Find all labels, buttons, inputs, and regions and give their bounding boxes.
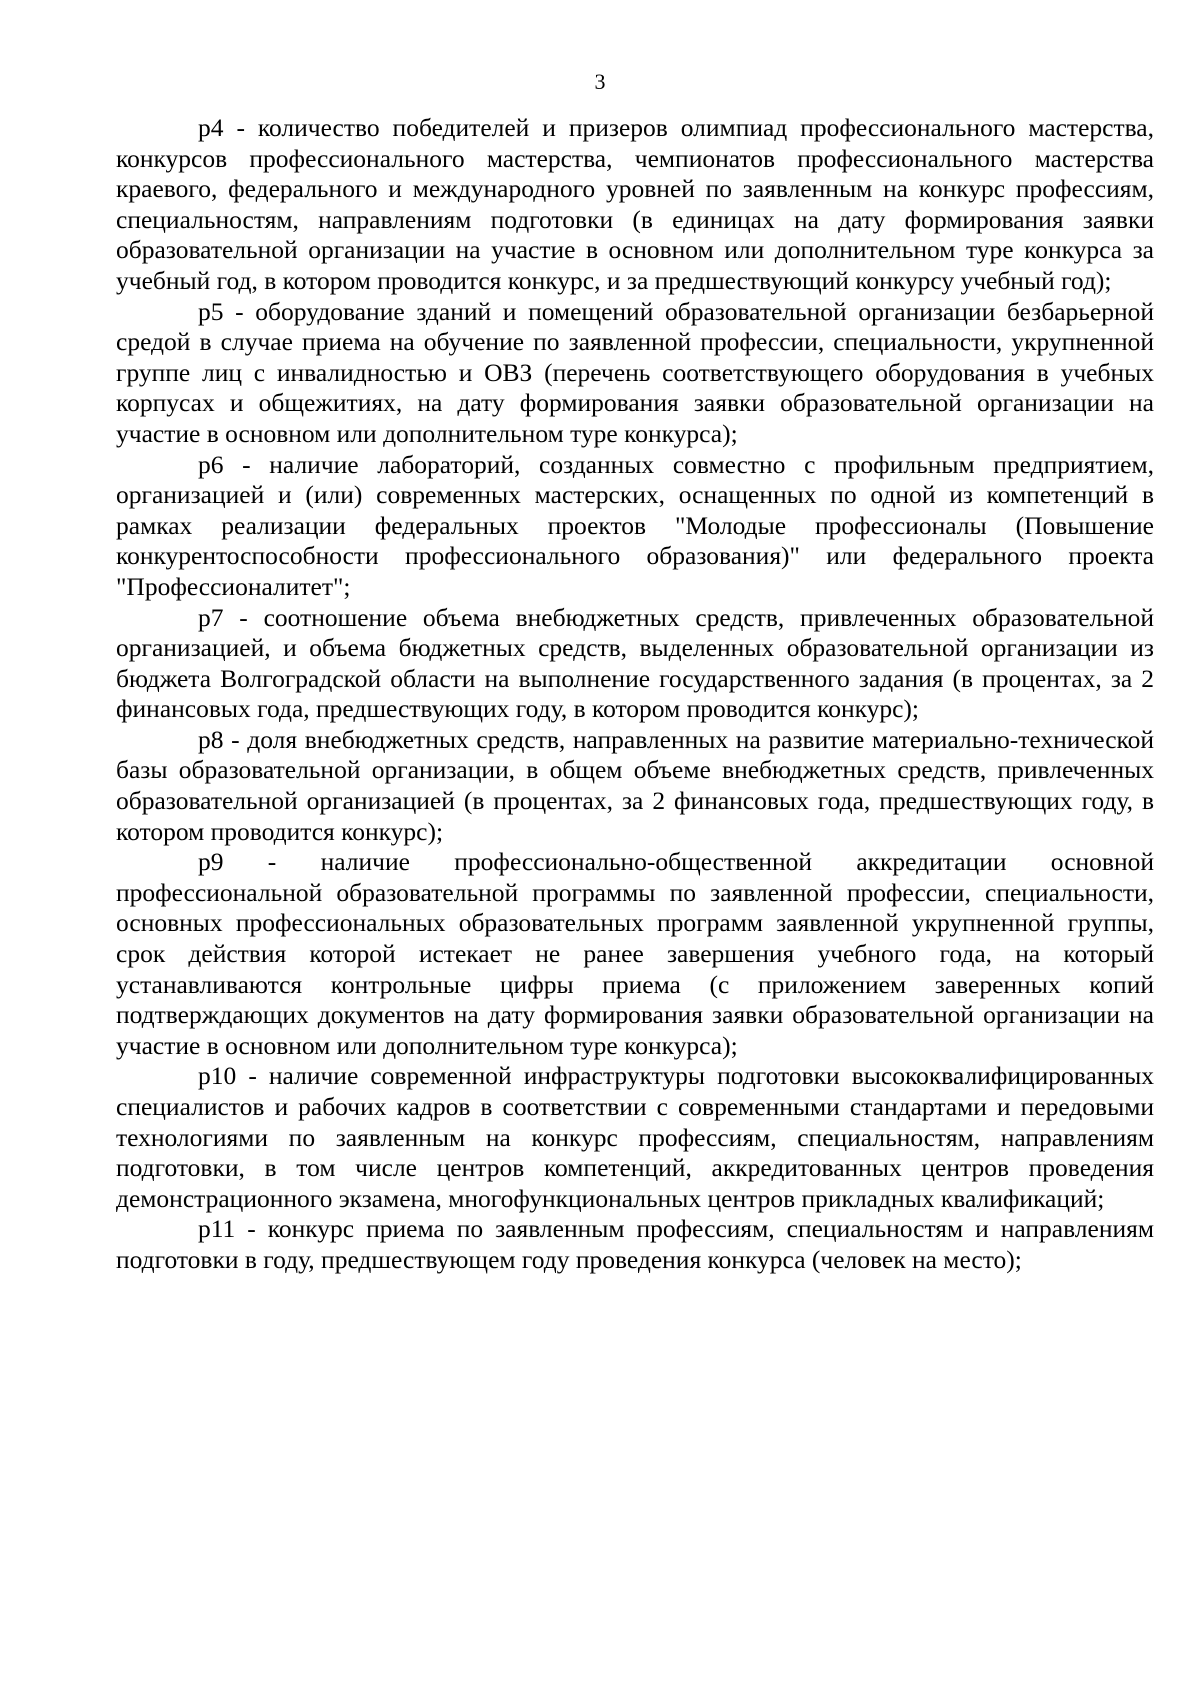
paragraph-p4: р4 - количество победителей и призеров олимпиад профессионального мастерства, конкурсов профессионального мастерства, чемпионатов профессионального мастерства краевого, федерального и международного уровней по заявленным на конкурс профессиям, специальностям, направлениям подготовки (в единицах на дату формирования заявки образовательной организации на участие в основном или дополнительном туре конкурса за учебный год, в котором проводится конкурс, и за предшествующий конкурсу учебный год);	[116, 113, 1154, 295]
paragraph-p8: р8 - доля внебюджетных средств, направленных на развитие материально-технической базы образовательной организации, в общем объеме внебюджетных средств, привлеченных образовательной организацией (в процентах, за 2 финансовых года, предшествующих году, в котором проводится конкурс);	[116, 724, 1154, 846]
paragraph-p5: р5 - оборудование зданий и помещений образовательной организации безбарьерной средой в случае приема на обучение по заявленной профессии, специальности, укрупненной группе лиц с инвалидностью и ОВЗ (перечень соответствующего оборудования в учебных корпусах и общежитиях, на дату формирования заявки образовательной организации на участие в основном или дополнительном туре конкурса);	[116, 296, 1154, 448]
paragraph-p11: р11 - конкурс приема по заявленным профессиям, специальностям и направлениям подготовки в году, предшествующем году проведения конкурса (человек на место);	[116, 1214, 1154, 1274]
paragraph-p7: р7 - соотношение объема внебюджетных средств, привлеченных образовательной организацией, и объема бюджетных средств, выделенных образовательной организации из бюджета Волгоградской области на выполнение государственного задания (в процентах, за 2 финансовых года, предшествующих году, в котором проводится конкурс);	[116, 602, 1154, 724]
paragraph-p6: р6 - наличие лабораторий, созданных совместно с профильным предприятием, организацией и (или) современных мастерских, оснащенных по одной из компетенций в рамках реализации федеральных проектов "Молодые профессионалы (Повышение конкурентоспособности профессионального образования)" или федерального проекта "Профессионалитет";	[116, 449, 1154, 601]
paragraph-p9: р9 - наличие профессионально-общественной аккредитации основной профессиональной образовательной программы по заявленной профессии, специальности, основных профессиональных образовательных программ заявленной укрупненной группы, срок действия которой истекает не ранее завершения учебного года, на который устанавливаются контрольные цифры приема (с приложением заверенных копий подтверждающих документов на дату формирования заявки образовательной организации на участие в основном или дополнительном туре конкурса);	[116, 847, 1154, 1060]
paragraph-p10: р10 - наличие современной инфраструктуры подготовки высококвалифицированных специалистов и рабочих кадров в соответствии с современными стандартами и передовыми технологиями по заявленным на конкурс профессиям, специальностям, направлениям подготовки, в том числе центров компетенций, аккредитованных центров проведения демонстрационного экзамена, многофункциональных центров прикладных квалификаций;	[116, 1061, 1154, 1213]
page-number: 3	[594, 69, 606, 94]
document-body	[116, 113, 1154, 1276]
